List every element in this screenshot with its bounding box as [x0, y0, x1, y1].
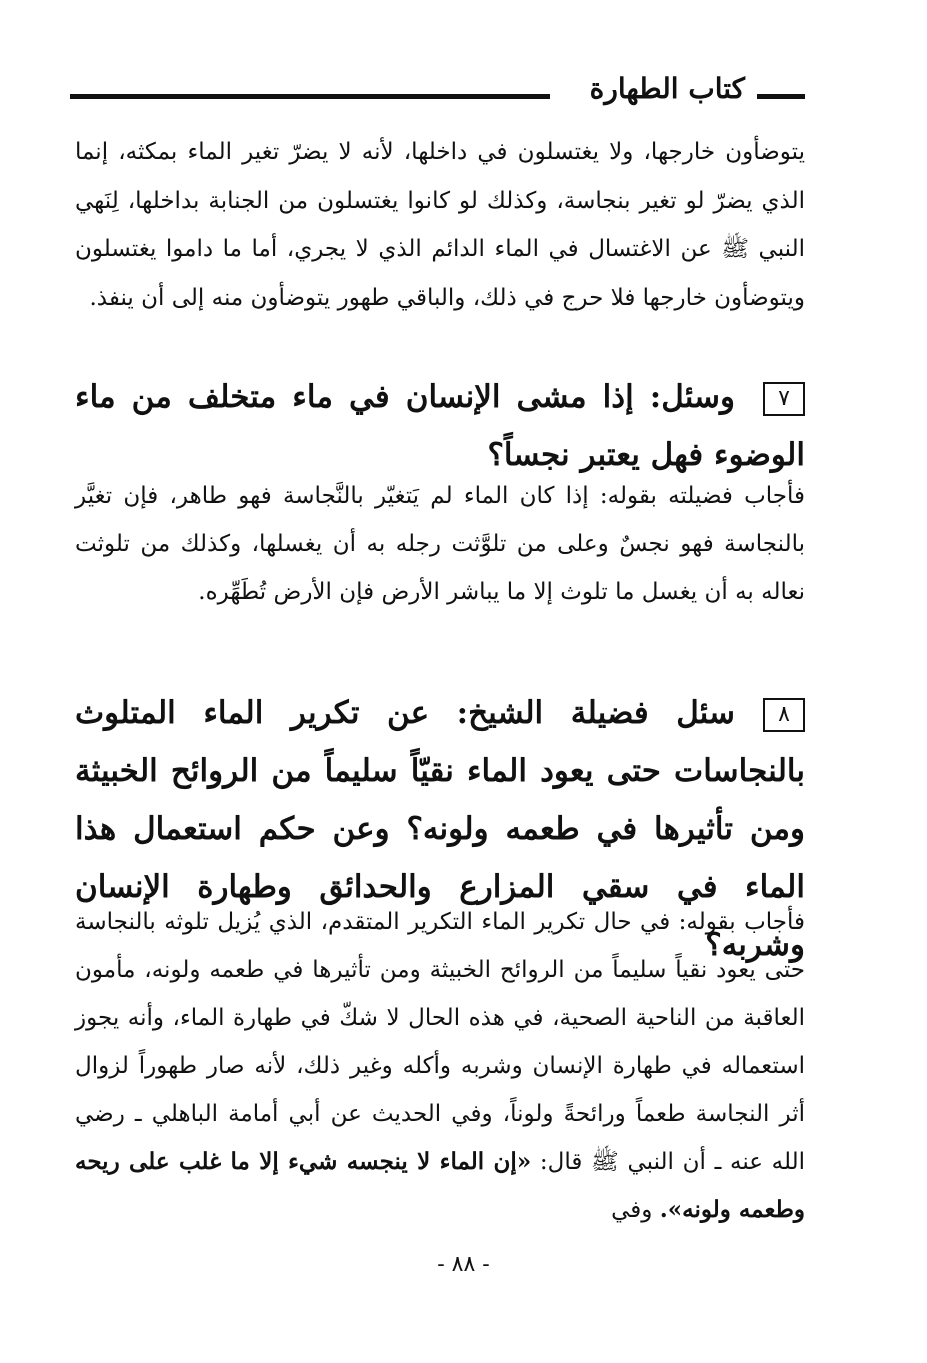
question-7-text: وسئل: إذا مشى الإنسان في ماء متخلف من ماء الوضوء فهل يعتبر نجساً؟: [75, 379, 805, 473]
header-title: كتاب الطهارة: [589, 72, 745, 105]
answer-8: [75, 898, 805, 1234]
header-rule-right: [757, 94, 805, 99]
question-number-8: ٨: [763, 698, 805, 732]
answer-7: فأجاب فضيلته بقوله: إذا كان الماء لم يَتغيّر بالنَّجاسة فهو طاهر، فإن تغيَّر بالنجاسة فهو نجسٌ وعلى من تلوَّثت رجله به أن يغسلها، وكذلك من تلوثت نعاله به أن يغسل ما تلوث إلا ما يباشر الأرض فإن الأرض تُطَهِّره.: [75, 483, 805, 605]
header-rule-left: [70, 94, 550, 99]
answer-8-continuation: وفي: [611, 1197, 653, 1223]
page-number: - ٨٨ -: [437, 1252, 490, 1277]
hadith-quote: «إن الماء لا ينجسه شيء إلا ما غلب على ريحه وطعمه ولونه».: [75, 1148, 805, 1223]
question-7: [75, 368, 805, 484]
intro-paragraph: يتوضأون خارجها، ولا يغتسلون في داخلها، لأنه لا يضرّ تغير الماء بمكثه، إنما الذي يضرّ لو تغير بنجاسة، وكذلك لو كانوا يغتسلون من الجنابة بداخلها، لِنَهي النبي ﷺ عن الاغتسال في الماء الدائم الذي لا يجري، أما ما داموا يغتسلون ويتوضأون خارجها فلا حرج في ذلك، والباقي طهور يتوضأون منه إلى أن ينفذ.: [75, 139, 805, 311]
question-number-7: ٧: [763, 382, 805, 416]
question-8-text: سئل فضيلة الشيخ: عن تكرير الماء المتلوث بالنجاسات حتى يعود الماء نقيّاً سليماً من الروائح الخبيثة ومن تأثيرها في طعمه ولونه؟ وعن حكم استعمال هذا الماء في سقي المزارع والحدائق وطهارة الإنسان وشربه؟: [75, 695, 805, 963]
answer-8-text: فأجاب بقوله: في حال تكرير الماء التكرير المتقدم، الذي يُزيل تلوثه بالنجاسة حتى يعود نقياً سليماً من الروائح الخبيثة ومن تأثيرها في طعمه ولونه، مأمون العاقبة من الناحية الصحية، في هذه الحال لا شكّ في طهارة الماء، وأنه يجوز استعماله في طهارة الإنسان وشربه وأكله وغير ذلك، لأنه صار طهوراً لزوال أثر النجاسة طعماً ورائحةً ولوناً، وفي الحديث عن أبي أمامة الباهلي ـ رضي الله عنه ـ أن النبي ﷺ قال:: [75, 909, 806, 1175]
running-header: [70, 72, 805, 112]
